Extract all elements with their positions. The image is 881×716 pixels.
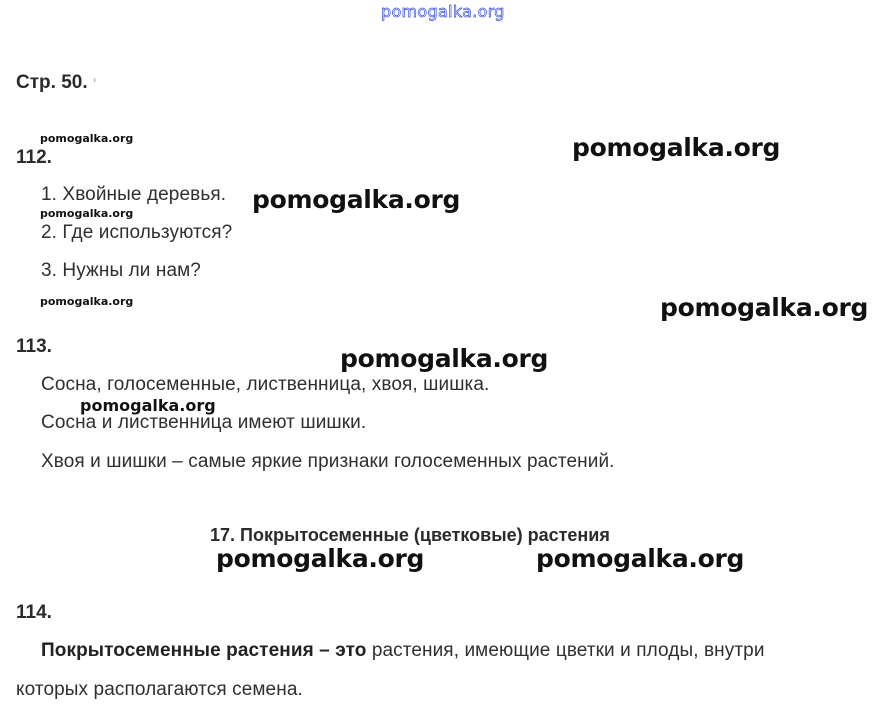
watermark-large: pomogalka.org [252,185,461,214]
watermark-medium: pomogalka.org [80,396,216,415]
task-113-line-1: Сосна, голосеменные, лиственница, хвоя, шишка. [41,374,490,395]
task-113-number: 113. [16,336,52,357]
task-114-line-1 [41,640,765,662]
task-113-line-2: Сосна и лиственница имеют шишки. [41,412,367,433]
watermark-top: pomogalka.org [381,2,505,21]
watermark-large: pomogalka.org [572,133,781,162]
watermark-large: pomogalka.org [660,293,869,322]
page-heading-mark: ' [92,75,97,91]
task-113-line-3: Хвоя и шишки – самые яркие признаки голосеменных растений. [41,451,615,472]
definition-term: Покрытосеменные растения – это [41,640,367,661]
watermark-large: pomogalka.org [536,544,745,573]
section-title: 17. Покрытосеменные (цветковые) растения [210,525,610,545]
task-112-line-3: 3. Нужны ли нам? [41,260,201,281]
watermark-small: pomogalka.org [40,295,134,308]
task-114-number: 114. [16,602,52,623]
watermark-large: pomogalka.org [340,344,549,373]
task-114-line-2: которых располагаются семена. [16,679,303,700]
task-112-number: 112. [16,147,52,168]
task-112-line-1: 1. Хвойные деревья. [41,184,227,205]
definition-text: растения, имеющие цветки и плоды, внутри [366,640,765,661]
watermark-small: pomogalka.org [40,207,134,220]
watermark-large: pomogalka.org [216,544,425,573]
page-heading [16,72,96,94]
page-heading-text: Стр. 50. [16,72,88,93]
task-112-line-2: 2. Где используются? [41,222,233,243]
watermark-small: pomogalka.org [40,132,134,145]
